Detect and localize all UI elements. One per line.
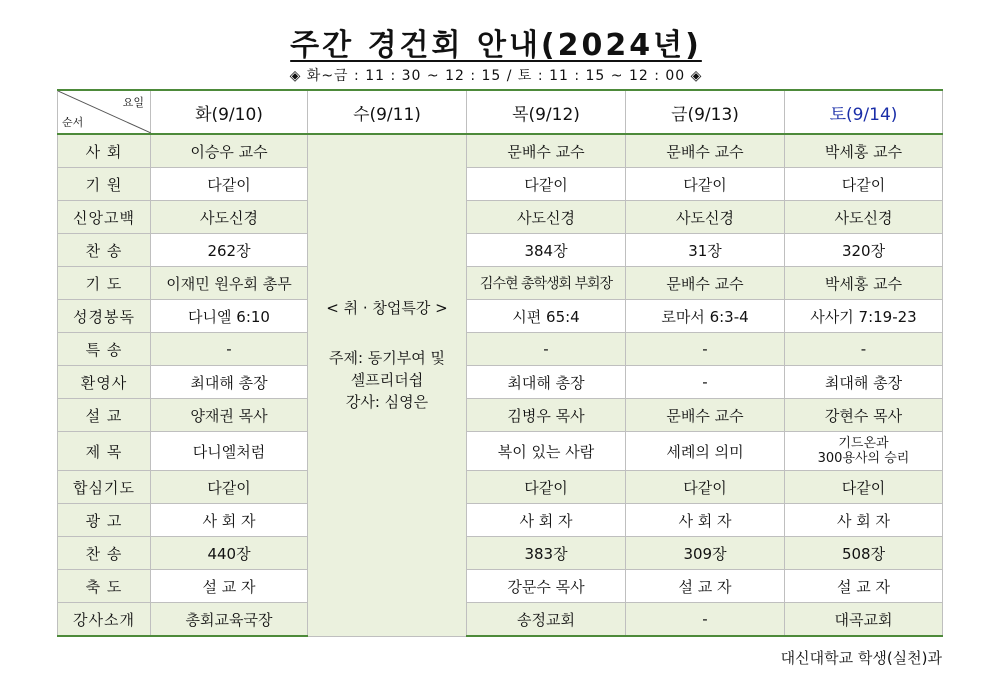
header-thu: 목(9/12)	[467, 90, 626, 134]
corner-cell	[58, 90, 151, 134]
cell-sat-line2: 300용사의 승리	[817, 451, 910, 466]
cell-sat: 최대해 총장	[785, 366, 943, 399]
cell-sat: 다같이	[785, 471, 943, 504]
table-row	[58, 201, 943, 234]
cell-sat: 사 회 자	[785, 504, 943, 537]
cell-sat: 다같이	[785, 168, 943, 201]
cell-tue: 440장	[151, 537, 308, 570]
cell-fri: 309장	[626, 537, 785, 570]
cell-sat: 508장	[785, 537, 943, 570]
cell-thu: 강문수 목사	[467, 570, 626, 603]
cell-sat: -	[785, 333, 943, 366]
cell-sat: 320장	[785, 234, 943, 267]
lecture-speaker: 강사: 심영은	[345, 393, 429, 412]
cell-thu: 문배수 교수	[467, 134, 626, 168]
cell-fri: -	[626, 603, 785, 637]
cell-thu: 사 회 자	[467, 504, 626, 537]
cell-fri: 사도신경	[626, 201, 785, 234]
cell-tue: 사도신경	[151, 201, 308, 234]
cell-fri: 로마서 6:3-4	[626, 300, 785, 333]
cell-fri: 다같이	[626, 471, 785, 504]
cell-tue: -	[151, 333, 308, 366]
cell-sat	[785, 432, 943, 471]
row-label: 특 송	[58, 333, 151, 366]
header-fri: 금(9/13)	[626, 90, 785, 134]
cell-thu: 송정교회	[467, 603, 626, 637]
cell-thu: 다같이	[467, 168, 626, 201]
row-label: 기 도	[58, 267, 151, 300]
page-title: 주간 경건회 안내(2024년)	[290, 28, 702, 63]
table-row	[58, 471, 943, 504]
cell-sat-line1: 기드온과	[838, 436, 889, 451]
row-label: 찬 송	[58, 537, 151, 570]
cell-fri: -	[626, 366, 785, 399]
cell-fri: 31장	[626, 234, 785, 267]
table-row	[58, 432, 943, 471]
cell-thu: 복이 있는 사람	[467, 432, 626, 471]
cell-sat: 박세홍 교수	[785, 134, 943, 168]
row-label: 설 교	[58, 399, 151, 432]
cell-tue: 양재권 목사	[151, 399, 308, 432]
cell-tue: 최대해 총장	[151, 366, 308, 399]
cell-thu: -	[467, 333, 626, 366]
table-row	[58, 504, 943, 537]
lecture-topic-line1: 주제: 동기부여 및	[328, 349, 446, 368]
header-sat: 토(9/14)	[785, 90, 943, 134]
cell-tue: 다니엘처럼	[151, 432, 308, 471]
cell-fri: 문배수 교수	[626, 267, 785, 300]
row-label: 신앙고백	[58, 201, 151, 234]
cell-tue: 다니엘 6:10	[151, 300, 308, 333]
cell-sat: 설 교 자	[785, 570, 943, 603]
corner-order-label: 순서	[62, 116, 84, 129]
corner-day-label: 요일	[122, 96, 144, 109]
row-label: 기 원	[58, 168, 151, 201]
cell-fri: 문배수 교수	[626, 134, 785, 168]
cell-fri: 사 회 자	[626, 504, 785, 537]
cell-thu: 최대해 총장	[467, 366, 626, 399]
cell-tue: 다같이	[151, 471, 308, 504]
weekly-service-table	[57, 89, 943, 637]
table-row	[58, 399, 943, 432]
table-row	[58, 537, 943, 570]
cell-tue: 설 교 자	[151, 570, 308, 603]
cell-tue: 이재민 원우회 총무	[151, 267, 308, 300]
table-row	[58, 300, 943, 333]
header-tue: 화(9/10)	[151, 90, 308, 134]
row-label: 합심기도	[58, 471, 151, 504]
cell-tue: 총회교육국장	[151, 603, 308, 637]
cell-tue: 다같이	[151, 168, 308, 201]
row-label: 축 도	[58, 570, 151, 603]
cell-sat: 강현수 목사	[785, 399, 943, 432]
cell-sat: 사도신경	[785, 201, 943, 234]
cell-thu: 사도신경	[467, 201, 626, 234]
row-label: 찬 송	[58, 234, 151, 267]
table-header-row	[58, 90, 943, 134]
cell-sat: 사사기 7:19-23	[785, 300, 943, 333]
row-label: 광 고	[58, 504, 151, 537]
cell-sat: 박세홍 교수	[785, 267, 943, 300]
cell-sat: 대곡교회	[785, 603, 943, 637]
table-row	[58, 570, 943, 603]
schedule-time-subtitle: ◈ 화~금 : 11 : 30 ~ 12 : 15 / 토 : 11 : 15 ~ 12 : 00 ◈	[289, 68, 703, 84]
cell-thu: 383장	[467, 537, 626, 570]
table-row	[58, 234, 943, 267]
lecture-topic-line2: 셀프리더쉽	[350, 371, 424, 390]
table-row	[58, 267, 943, 300]
cell-tue: 이승우 교수	[151, 134, 308, 168]
row-label: 성경봉독	[58, 300, 151, 333]
cell-fri: 세례의 의미	[626, 432, 785, 471]
cell-tue: 262장	[151, 234, 308, 267]
cell-thu: 384장	[467, 234, 626, 267]
cell-thu: 시편 65:4	[467, 300, 626, 333]
table-row	[58, 134, 943, 168]
cell-fri: -	[626, 333, 785, 366]
table-row	[58, 168, 943, 201]
table-row	[58, 603, 943, 637]
row-label: 제 목	[58, 432, 151, 471]
cell-fri: 설 교 자	[626, 570, 785, 603]
lecture-event: < 취 · 창업특강 >	[326, 299, 448, 318]
cell-fri: 다같이	[626, 168, 785, 201]
table-row	[58, 333, 943, 366]
row-label: 강사소개	[58, 603, 151, 637]
row-label: 사 회	[58, 134, 151, 168]
cell-thu: 김수현 총학생회 부회장	[467, 267, 626, 300]
row-label: 환영사	[58, 366, 151, 399]
header-wed: 수(9/11)	[308, 90, 467, 134]
cell-fri: 문배수 교수	[626, 399, 785, 432]
cell-tue: 사 회 자	[151, 504, 308, 537]
table-row	[58, 366, 943, 399]
cell-thu: 다같이	[467, 471, 626, 504]
footer-department: 대신대학교 학생(실천)과	[780, 649, 942, 667]
cell-thu: 김병우 목사	[467, 399, 626, 432]
wednesday-special-lecture	[308, 134, 467, 636]
